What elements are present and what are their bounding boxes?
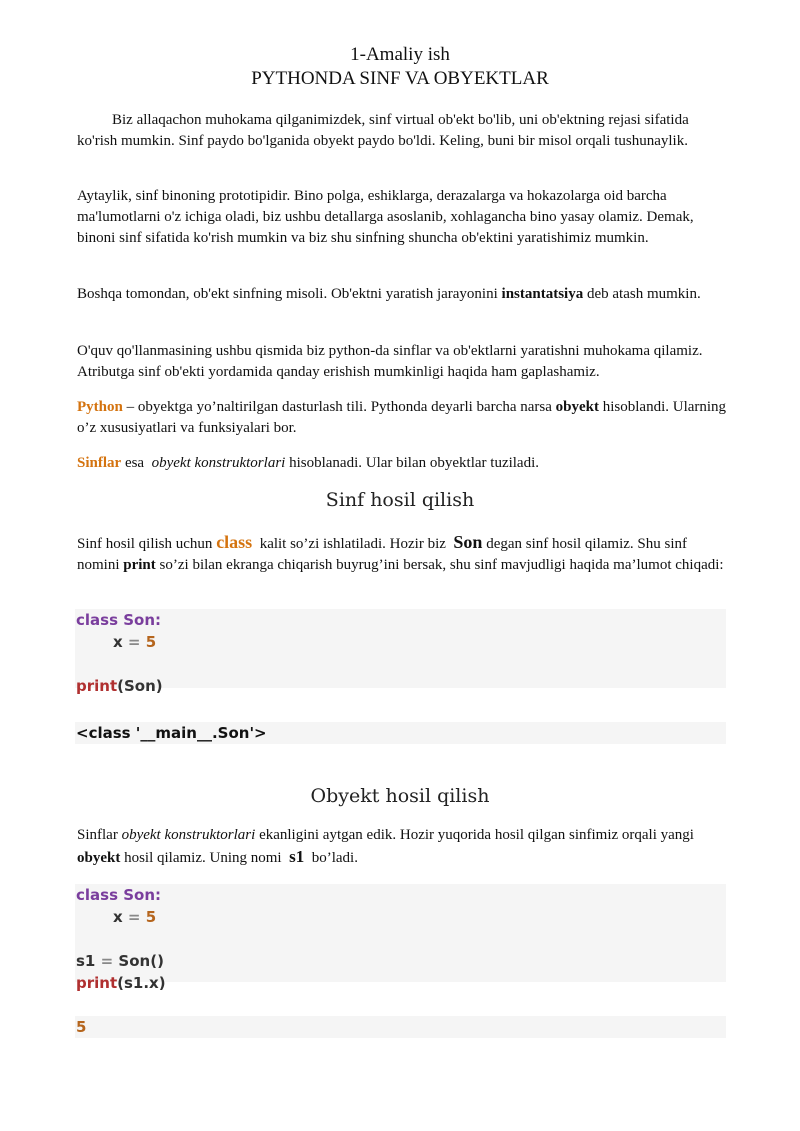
output-block-1 (75, 722, 726, 744)
output-block-2 (75, 1016, 726, 1038)
section-heading-sinf: Sinf hosil qilish (325, 489, 475, 511)
obyekt-term: obyekt (555, 399, 599, 415)
s1-keyword: s1 (289, 847, 305, 866)
intro-paragraph-4: O'quv qo'llanmasining ushbu qismida biz python-da sinflar va ob'ektlarni yaratishni muhokama qilamiz. Atributga sinf ob'ekti yordamida qanday erishish mumkinligi haqida ham gaplashamiz. (77, 343, 703, 380)
intro-paragraph-1: Biz allaqachon muhokama qilganimizdek, sinf virtual ob'ekt bo'lib, uni ob'ektning rejasi sifatida ko'rish mumkin. Sinf paydo bo'lganida obyekt paydo bo'ldi. Keling, buni bir misol orqali tushunaylik. (77, 112, 689, 149)
intro-paragraph-6: Sinflar esa obyekt konstruktorlari hisoblanadi. Ular bilan obyektlar tuziladi. (77, 455, 540, 471)
instantatsiya-term: instantatsiya (501, 286, 584, 302)
doc-title-line2: PYTHONDA SINF VA OBYEKTLAR (251, 68, 549, 89)
code-block-2 (75, 884, 726, 992)
doc-title-line1: 1-Amaliy ish (350, 44, 450, 65)
code-block-1 (75, 609, 726, 695)
section2-paragraph: Sinflar obyekt konstruktorlari ekanligini aytgan edik. Hozir yuqorida hosil qilgan sinfimiz orqali yangi obyekt hosil qilamiz. Uning nomi s1 bo’ladi. (77, 827, 694, 866)
print-keyword: print (123, 557, 156, 573)
code-line: print(Son) (76, 677, 163, 695)
code-line: class Son: (76, 886, 162, 904)
output-text: <class '__main__.Son'> (76, 724, 267, 742)
class-keyword: class (216, 532, 253, 552)
code-line: s1 = Son() (76, 952, 164, 970)
code-line: x = 5 (113, 633, 157, 651)
intro-paragraph-2: Aytaylik, sinf binoning prototipidir. Bino polga, eshiklarga, derazalarga va hokazolarga oid barcha ma'lumotlarni o'z ichiga oladi, biz ushbu detallarga asoslanib, xohlagancha bino yasay olamiz. Demak, binoni sinf sifatida ko'rish mumkin va biz shu sinfning shuncha ob'ektini yaratishimiz mumkin. (77, 188, 694, 246)
code-line: x = 5 (113, 908, 157, 926)
code-line: print(s1.x) (76, 974, 166, 992)
code-line: class Son: (76, 611, 162, 629)
intro-paragraph-5: Python – obyektga yo’naltirilgan dasturlash tili. Pythonda deyarli barcha narsa obyekt hisoblandi. Ularning o’z xususiyatlari va funksiyalari bor. (77, 399, 727, 436)
son-keyword: Son (453, 532, 483, 552)
section-heading-obyekt: Obyekt hosil qilish (310, 785, 490, 807)
konstruktor-term: obyekt konstruktorlari (151, 455, 286, 471)
intro-paragraph-3: Boshqa tomondan, ob'ekt sinfning misoli. Ob'ektni yaratish jarayonini instantatsiya deb atash mumkin. (77, 286, 701, 302)
section1-paragraph: Sinf hosil qilish uchun class kalit so’zi ishlatiladi. Hozir biz Son degan sinf hosil qilamiz. Shu sinf nomini print so’zi bilan ekranga chiqarish buyrug’ini bersak, shu sinf mavjudligi haqida ma’lumot chiqadi: (77, 532, 724, 573)
python-term: Python (77, 399, 123, 415)
output-text: 5 (76, 1018, 87, 1036)
sinflar-term: Sinflar (77, 455, 122, 471)
